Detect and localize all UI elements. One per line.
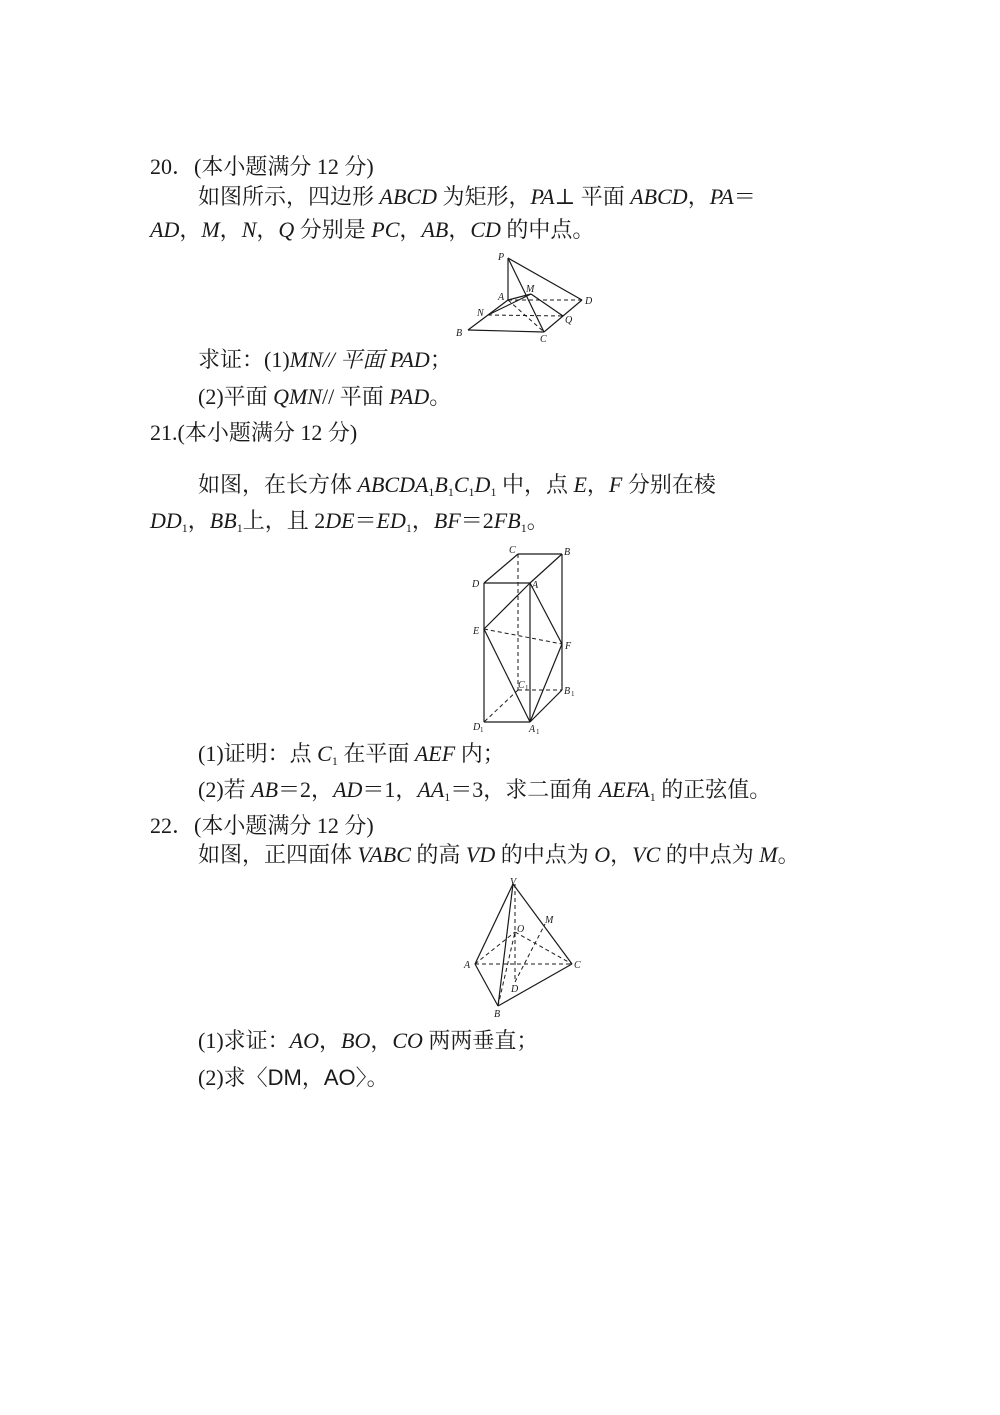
label-m: M xyxy=(526,284,535,295)
q20-stem-line2: AD，M，N，Q 分别是 PC，AB，CD 的中点。 xyxy=(150,217,595,242)
label-d: D xyxy=(472,579,480,590)
label-o: O xyxy=(517,924,525,935)
label-v: V xyxy=(510,877,517,888)
q22-header xyxy=(150,811,374,841)
label-a: A xyxy=(464,960,471,971)
q20-part2: (2)平面 QMN// 平面 PAD。 xyxy=(198,384,452,409)
q21-header xyxy=(150,418,357,448)
q20-part1: 求证：(1)MN// 平面 PAD； xyxy=(198,347,452,372)
label-b1: B xyxy=(564,686,571,697)
q20-points: (本小题满分 12 分) xyxy=(194,154,374,179)
label-a: A xyxy=(532,580,539,591)
q22-figure-tetrahedron xyxy=(460,874,590,1020)
q22-part1: (1)求证：AO，BO，CO 两两垂直； xyxy=(198,1028,539,1053)
label-d: D xyxy=(511,984,519,995)
q21-stem-line1: 如图，在长方体 $ABCDA_1B_1C_1D_1$ 中，点 E，F 分别在棱 xyxy=(198,472,716,499)
q21-points: (本小题满分 12 分) xyxy=(177,420,358,445)
label-f: F xyxy=(565,641,572,652)
label-b: B xyxy=(456,328,463,339)
label-c1: C xyxy=(518,680,525,691)
label-d: D xyxy=(585,296,593,307)
q21-figure-cuboid xyxy=(466,542,586,738)
label-a: A xyxy=(498,292,505,303)
label-n: N xyxy=(477,308,484,319)
q22-part2: (2)求〈DM，AO〉。 xyxy=(198,1065,389,1090)
q21-part2: (2)若 AB＝2，AD＝1，$AA_1=3$，求二面角 $AEFA_1$ 的正弦值。 xyxy=(198,777,772,804)
q22-stem: 如图，正四面体 VABC 的高 VD 的中点为 O，VC 的中点为 M。 xyxy=(198,842,800,867)
q20-number: 20． xyxy=(150,154,195,179)
svg-text:1: 1 xyxy=(525,684,529,692)
label-b: B xyxy=(564,547,571,558)
label-a1: A xyxy=(529,724,536,735)
svg-text:1: 1 xyxy=(480,726,484,734)
label-c: C xyxy=(540,334,547,345)
q20-figure-pyramid xyxy=(448,250,608,345)
label-d1: D xyxy=(473,722,481,733)
svg-text:1: 1 xyxy=(536,728,540,736)
q20-stem-line1: 如图所示，四边形 ABCD 为矩形，PA⊥ 平面 ABCD，PA＝ xyxy=(198,184,756,209)
label-m: M xyxy=(545,915,554,926)
q21-number: 21. xyxy=(150,420,178,445)
q22-points: (本小题满分 12 分) xyxy=(194,813,374,838)
label-p: P xyxy=(498,252,505,263)
label-c: C xyxy=(574,960,581,971)
q22-number: 22． xyxy=(150,813,195,838)
label-b: B xyxy=(494,1009,501,1020)
svg-text:1: 1 xyxy=(571,690,575,698)
q20-header xyxy=(150,152,374,182)
label-e: E xyxy=(473,626,480,637)
label-c: C xyxy=(509,545,516,556)
label-q: Q xyxy=(565,315,573,326)
q21-part1: (1)证明：点 $C_1$ 在平面 AEF 内； xyxy=(198,741,505,768)
q21-stem-line2: $DD_1$，$BB_1$上，且 $2DE=ED_1$，$BF=2FB_1$。 xyxy=(150,508,549,535)
